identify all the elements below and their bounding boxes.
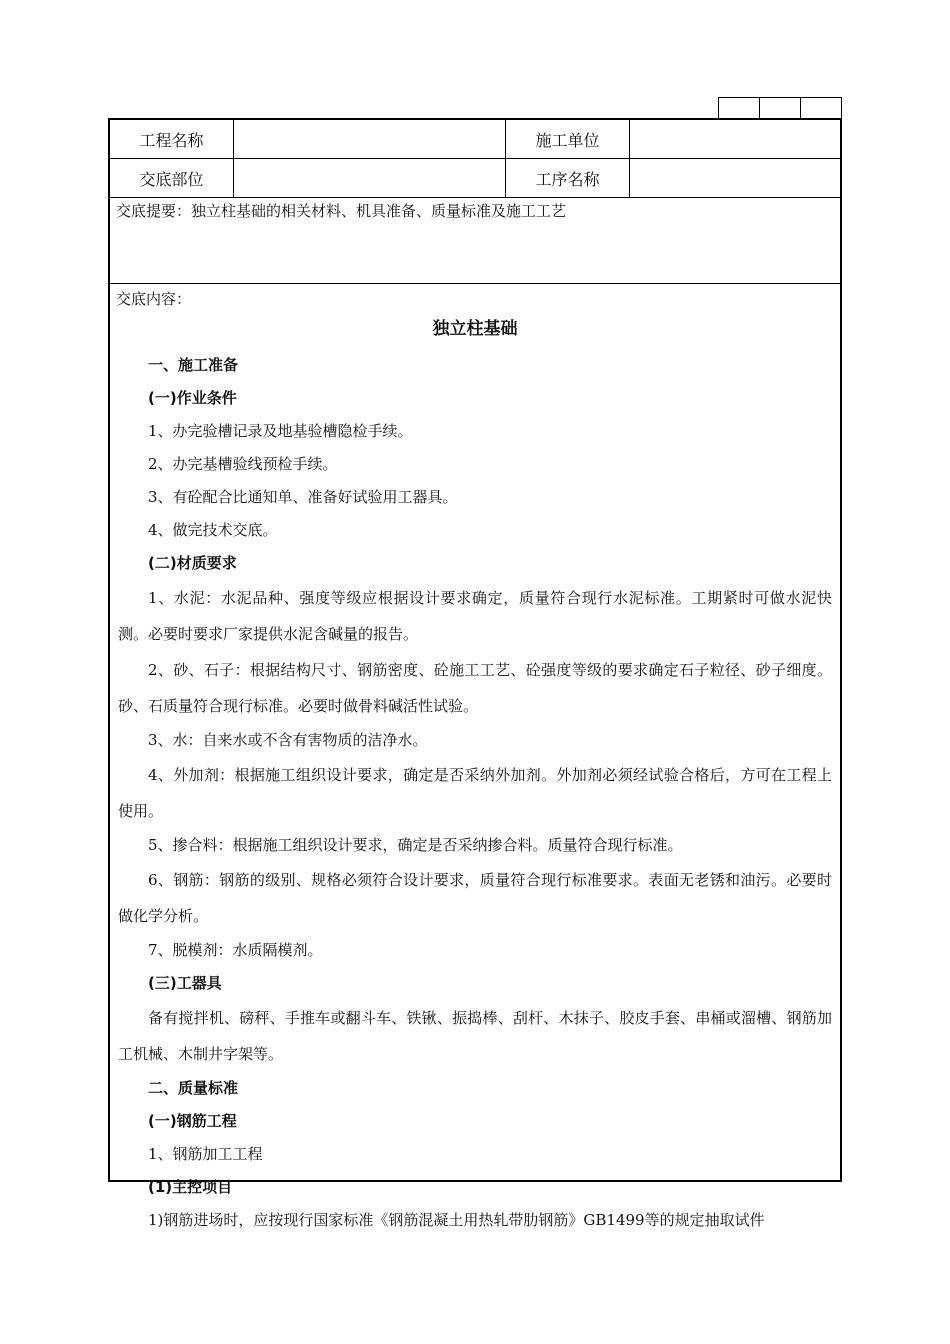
list-item: 2、砂、石子：根据结构尺寸、钢筋密度、砼施工工艺、砼强度等级的要求确定石子粒径、砂子细度。砂、石质量符合现行标准。必要时做骨料碱活性试验。 (118, 661, 832, 715)
list-item: 5、掺合料：根据施工组织设计要求，确定是否采纳掺合料。质量符合现行标准。 (148, 836, 683, 854)
subsection-heading: (一)钢筋工程 (148, 1112, 237, 1130)
disclosure-summary: 交底提要：独立柱基础的相关材料、机具准备、质量标准及施工工艺 (110, 198, 840, 284)
list-item: 6、钢筋：钢筋的级别、规格必须符合设计要求，质量符合现行标准要求。表面无老锈和油污。必要时做化学分析。 (118, 871, 832, 925)
list-item: 7、脱模剂：水质隔模剂。 (148, 941, 323, 959)
section-heading: 二、质量标准 (148, 1079, 239, 1097)
disclosure-content (110, 284, 840, 1237)
subsection-heading: (1)主控项目 (148, 1178, 233, 1196)
list-item: 4、外加剂：根据施工组织设计要求，确定是否采纳外加剂。外加剂必须经试验合格后，方可在工程上使用。 (118, 766, 832, 820)
paragraph: 1)钢筋进场时，应按现行国家标准《钢筋混凝土用热轧带肋钢筋》GB1499等的规定抽取试件 (148, 1211, 765, 1229)
construction-unit-field[interactable] (630, 120, 840, 158)
paragraph: 备有搅拌机、磅秤、手推车或翻斗车、铁锹、振捣棒、刮杆、木抹子、胶皮手套、串桶或溜槽、钢筋加工机械、木制井字架等。 (118, 1009, 832, 1063)
process-name-label: 工序名称 (506, 159, 630, 197)
content-label: 交底内容： (116, 290, 192, 308)
disclosure-part-field[interactable] (234, 159, 506, 197)
list-item: 3、有砼配合比通知单、准备好试验用工器具。 (148, 488, 458, 506)
section-heading: 一、施工准备 (148, 356, 239, 374)
subsection-heading: (一)作业条件 (148, 389, 237, 407)
subsection-heading: (三)工器具 (148, 974, 222, 992)
list-item: 4、做完技术交底。 (148, 521, 278, 539)
disclosure-part-label: 交底部位 (110, 159, 234, 197)
list-item: 3、水：自来水或不含有害物质的洁净水。 (148, 731, 428, 749)
subsection-heading: (二)材质要求 (148, 554, 237, 572)
project-name-field[interactable] (234, 120, 506, 158)
project-name-label: 工程名称 (110, 120, 234, 158)
list-item: 1、水泥：水泥品种、强度等级应根据设计要求确定，质量符合现行水泥标准。工期紧时可做水泥快测。必要时要求厂家提供水泥含碱量的报告。 (118, 589, 832, 643)
paragraph: 1、钢筋加工工程 (148, 1145, 263, 1163)
header-row-2 (110, 159, 840, 198)
list-item: 1、办完验槽记录及地基验槽隐检手续。 (148, 422, 413, 440)
list-item: 2、办完基槽验线预检手续。 (148, 455, 338, 473)
disclosure-sheet (108, 118, 842, 1229)
record-number-boxes (718, 97, 842, 119)
construction-unit-label: 施工单位 (506, 120, 630, 158)
process-name-field[interactable] (630, 159, 840, 197)
header-row-1 (110, 120, 840, 159)
document-title: 独立柱基础 (432, 319, 518, 339)
